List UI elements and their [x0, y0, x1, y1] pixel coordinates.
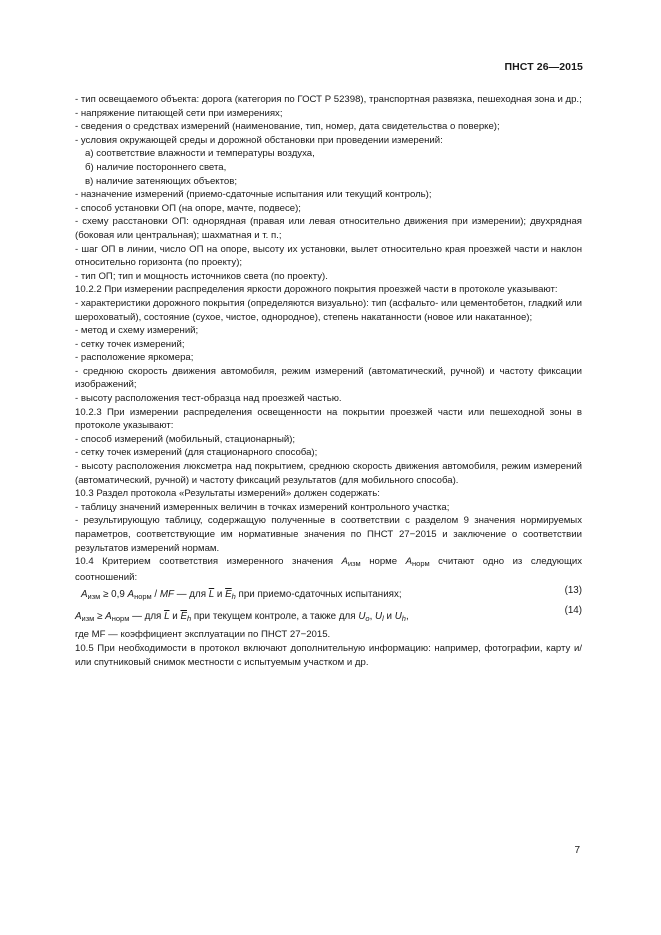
list-item: - схему расстановки ОП: однорядная (правая или левая относительно движения при измерении); двухрядная (боковая или центральная); шахматная и т. п.;	[75, 216, 582, 241]
list-item: - метод и схему измерений;	[75, 325, 199, 337]
list-item: - напряжение питающей сети при измерениях;	[75, 107, 283, 119]
sub-item: в) наличие затеняющих объектов;	[85, 175, 237, 187]
list-item: - способ измерений (мобильный, стационарный);	[75, 433, 296, 445]
list-item: - назначение измерений (приемо-сдаточные испытания или текущий контроль);	[75, 189, 432, 201]
sub-item: б) наличие постороннего света,	[85, 161, 227, 173]
list-item: - таблицу значений измеренных величин в точках измерений контрольного участка;	[75, 501, 450, 513]
list-item: - сетку точек измерений;	[75, 338, 185, 350]
list-item: - способ установки ОП (на опоре, мачте, подвесе);	[75, 202, 301, 214]
clause-10-4: 10.4 Критерием соответствия измеренного значения $A_{изм}$ норме $A_{норм}$ считают одно из следующих соотношений:	[75, 556, 582, 583]
list-item: - тип ОП; тип и мощность источников света (по проекту).	[75, 270, 328, 282]
list-item: - высоту расположения люксметра над покрытием, среднюю скорость движения автомобиля, режим измерений (автоматический, ручной) и частоту фиксаций результатов (для мобильного способа).	[75, 461, 582, 486]
equation-13-formula: $A_{изм} \ge 0,9$ $A_{норм}$ / MF — для $\overline{L}$ и $\overline{E}_h$ при приемо-сдаточных испытаниях;	[81, 589, 402, 602]
equation-13	[75, 586, 582, 604]
equation-14-formula: $A_{изм} \ge A_{норм}$ — для $\overline{L}$ и $\overline{E}_h$ при текущем контроле, а также для $U_o$, $U_l$ и $U_h$,	[75, 611, 409, 624]
list-item: - высоту расположения тест-образца над проезжей частью.	[75, 393, 342, 405]
list-item: - шаг ОП в линии, число ОП на опоре, высоту их установки, вылет относительно края проезжей части и наклон относительно горизонта (по проекту);	[75, 243, 582, 269]
clause-10-2-3: 10.2.3 При измерении распределения освещенности на покрытии проезжей части или пешеходной зоны в протоколе указывают:	[75, 406, 582, 432]
page-content	[75, 93, 582, 669]
list-item: - расположение яркомера;	[75, 352, 194, 364]
document-code: ПНСТ 26—2015	[504, 61, 583, 73]
page-number: 7	[574, 845, 580, 856]
list-item: - тип освещаемого объекта: дорога (категория по ГОСТ Р 52398), транспортная развязка, пешеходная зона и др.;	[75, 94, 582, 105]
equation-13-number: (13)	[564, 585, 582, 597]
list-item: - характеристики дорожного покрытия (определяются визуально): тип (асфальто- или цементобетон, гладкий или шероховатый), состояние (сухое, чистое, однородное), степень накатанности (новое или накатанное);	[75, 297, 582, 323]
list-item: - среднюю скорость движения автомобиля, режим измерений (автоматический, ручной) и частоту фиксации изображений;	[75, 365, 582, 391]
list-item: - результирующую таблицу, содержащую полученные в соответствии с разделом 9 значения нормируемых параметров, соответствующие им нормативные значения по ПНСТ 27−2015 и заключение о соответствии результатов измерений нормам.	[75, 515, 582, 554]
clause-10-3: 10.3 Раздел протокола «Результаты измерений» должен содержать:	[75, 488, 380, 500]
list-item: - условия окружающей среды и дорожной обстановки при проведении измерений:	[75, 134, 443, 146]
list-item: - сведения о средствах измерений (наименование, тип, номер, дата свидетельства о поверке);	[75, 121, 500, 133]
clause-10-2-2: 10.2.2 При измерении распределения яркости дорожного покрытия проезжей части в протоколе указывают:	[75, 284, 558, 296]
equation-14-number: (14)	[564, 605, 582, 617]
equation-14	[75, 606, 582, 624]
sub-item: а) соответствие влажности и температуры воздуха,	[85, 148, 315, 160]
where-clause: где MF — коэффициент эксплуатации по ПНСТ 27−2015.	[75, 629, 331, 641]
clause-10-5: 10.5 При необходимости в протокол включают дополнительную информацию: например, фотографии, карту и/или спутниковый снимок местности с испытуемым участком и др.	[75, 642, 582, 668]
list-item: - сетку точек измерений (для стационарного способа);	[75, 447, 318, 459]
